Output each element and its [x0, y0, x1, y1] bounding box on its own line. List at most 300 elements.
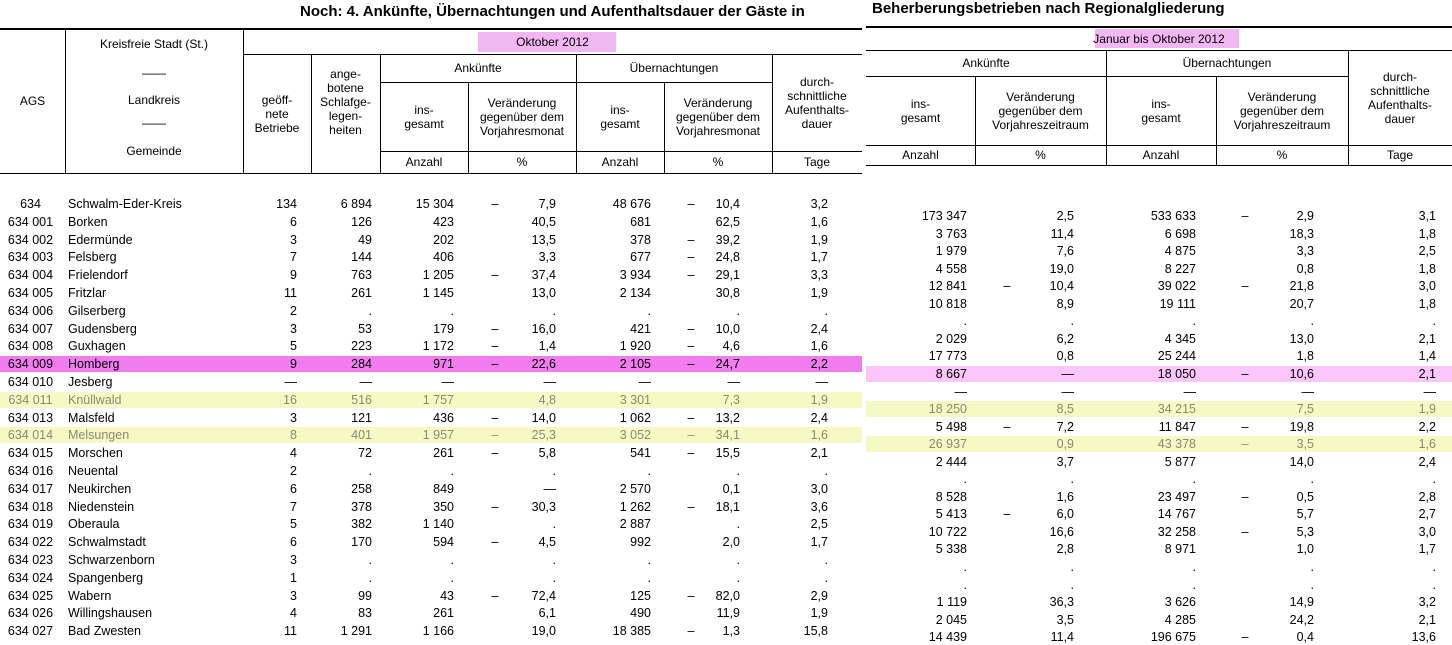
left-cell-ueb_v: 10,4: [715, 197, 740, 211]
left-cell-betriebe: —: [284, 375, 297, 389]
right-cell-ueb_m: –: [1241, 279, 1249, 294]
left-cell-schlaf: 261: [351, 286, 372, 300]
left-cell-ueb_v: 15,5: [715, 446, 740, 461]
left-cell-dauer: 2,1: [810, 446, 828, 461]
right-cell-ank_v: 7,6: [1056, 244, 1074, 259]
left-cell-ueb: 541: [630, 446, 651, 461]
left-cell-ank_m: –: [491, 428, 499, 443]
unit-pct-ueb-left: %: [712, 155, 724, 169]
left-cell-ank_v: 4,5: [538, 535, 556, 550]
left-cell-ueb_v: 82,0: [715, 588, 740, 603]
unit-pct-ank-right: %: [1035, 148, 1046, 162]
left-cell-ank: 202: [433, 232, 454, 247]
left-cell-ank: .: [450, 464, 454, 478]
right-cell-dauer: 2,1: [1418, 612, 1436, 627]
left-cell-ank: 350: [433, 499, 454, 514]
right-cell-ueb_m: –: [1241, 437, 1249, 452]
left-cell-dauer: 1,7: [810, 535, 828, 550]
left-cell-ueb_v: 34,1: [715, 428, 740, 443]
right-cell-ueb_v: 13,0: [1289, 331, 1314, 346]
left-cell-dauer: 1,9: [810, 286, 828, 300]
left-cell-ags: 634: [20, 197, 41, 211]
left-cell-ueb_m: –: [687, 232, 695, 247]
right-cell-ueb_v: 18,3: [1289, 226, 1314, 241]
header-ankuenfte-right: Ankünfte: [962, 56, 1010, 70]
right-cell-ank_v: .: [1070, 560, 1074, 574]
right-cell-ank: 5 413: [935, 507, 967, 522]
left-cell-ags: 634 013: [7, 410, 54, 425]
right-cell-ueb_v: 3,3: [1296, 244, 1314, 259]
left-cell-dauer: 2,2: [810, 357, 828, 372]
right-cell-ank: 8 528: [935, 489, 967, 504]
left-cell-ank_v: .: [552, 570, 556, 585]
left-cell-ank: 1 140: [422, 517, 454, 532]
right-cell-ank_v: 0,9: [1056, 437, 1074, 452]
left-cell-betriebe: 9: [290, 268, 297, 283]
left-cell-dauer: .: [824, 553, 828, 567]
left-cell-ags: 634 022: [7, 535, 54, 550]
left-cell-ueb_v: 4,6: [722, 339, 740, 354]
left-cell-ank_v: —: [543, 375, 556, 389]
right-cell-ueb_v: 21,8: [1289, 279, 1314, 294]
header-betriebe: geöff- nete Betriebe: [254, 92, 300, 135]
right-cell-ueb_v: 14,0: [1289, 454, 1314, 469]
left-cell-betriebe: 6: [290, 481, 297, 496]
right-cell-ueb_v: 7,5: [1296, 402, 1314, 417]
left-cell-ags: 634 016: [7, 464, 54, 478]
left-cell-betriebe: 7: [290, 499, 297, 514]
right-cell-ank_v: .: [1070, 314, 1074, 329]
left-cell-ags: 634 005: [7, 286, 54, 300]
right-cell-ank: —: [954, 384, 967, 399]
left-cell-betriebe: 1: [290, 570, 297, 585]
header-period-right: Januar bis Oktober 2012: [1093, 31, 1225, 46]
left-cell-ueb: 1 062: [619, 410, 651, 425]
left-cell-name: Bad Zwesten: [68, 624, 141, 639]
right-cell-dauer: 3,0: [1418, 279, 1436, 294]
left-cell-ueb: 3 052: [619, 428, 651, 443]
header-ank-veraenderung-left: Veränderung gegenüber dem Vorjahresmonat: [479, 95, 565, 138]
right-cell-dauer: .: [1432, 577, 1436, 592]
right-cell-ank: 3 763: [935, 226, 967, 241]
unit-tage-right: Tage: [1386, 148, 1414, 162]
right-cell-ank_m: –: [1003, 279, 1011, 294]
left-cell-ueb_v: .: [736, 553, 740, 567]
left-cell-ank_v: 37,4: [531, 268, 556, 283]
left-cell-name: Jesberg: [68, 375, 113, 389]
left-cell-name: Felsberg: [68, 250, 117, 265]
left-cell-dauer: 1,7: [810, 250, 828, 265]
left-cell-name: Morschen: [68, 446, 123, 461]
right-cell-ueb: 11 847: [1158, 419, 1196, 434]
right-cell-ueb: 8 227: [1164, 261, 1196, 276]
left-cell-schlaf: 121: [351, 410, 372, 425]
left-cell-ank: 1 166: [422, 624, 454, 639]
left-cell-schlaf: 72: [358, 446, 372, 461]
left-cell-schlaf: 126: [351, 214, 372, 229]
header-uebernachtungen-right: Übernachtungen: [1182, 56, 1272, 70]
left-cell-ank_v: 25,3: [531, 428, 556, 443]
right-cell-ank_v: 6,2: [1056, 331, 1074, 346]
right-cell-dauer: —: [1423, 384, 1436, 399]
left-cell-ank: 1 205: [422, 268, 454, 283]
left-cell-ank_v: .: [552, 553, 556, 567]
right-cell-dauer: 2,2: [1418, 419, 1436, 434]
left-cell-schlaf: 382: [351, 517, 372, 532]
left-cell-betriebe: 2: [290, 303, 297, 318]
left-cell-dauer: 2,4: [810, 321, 828, 336]
right-cell-ank_v: 2,8: [1056, 542, 1074, 557]
header-dauer-right: durch- schnittliche Aufenthalts- dauer: [1367, 69, 1433, 126]
right-cell-ank: .: [963, 472, 967, 487]
right-cell-ank: 2 444: [935, 454, 967, 469]
left-cell-ank: 43: [440, 588, 454, 603]
left-cell-name: Guxhagen: [68, 339, 126, 354]
left-cell-ank: 261: [433, 606, 454, 621]
right-cell-ank: 5 498: [935, 419, 967, 434]
right-cell-ueb_v: 5,3: [1296, 524, 1314, 539]
left-cell-ags: 634 023: [7, 553, 54, 567]
left-cell-name: Borken: [68, 214, 108, 229]
left-cell-ags: 634 007: [7, 321, 54, 336]
unit-anzahl-ueb-right: Anzahl: [1142, 148, 1180, 162]
right-cell-ueb: 39 022: [1157, 279, 1196, 294]
right-cell-ank_v: —: [1061, 366, 1074, 381]
left-cell-betriebe: 4: [290, 446, 297, 461]
right-cell-ueb_m: –: [1241, 524, 1249, 539]
right-cell-ank: 10 722: [928, 524, 967, 539]
left-cell-ueb_m: –: [687, 588, 695, 603]
left-cell-ueb: 18 385: [612, 624, 651, 639]
left-cell-ueb_m: –: [687, 428, 695, 443]
left-cell-ank_v: 13,5: [531, 232, 556, 247]
left-cell-betriebe: 6: [290, 535, 297, 550]
left-cell-ank: 261: [433, 446, 454, 461]
right-cell-ank: 17 773: [928, 349, 967, 364]
left-cell-ueb: 48 676: [612, 197, 651, 211]
left-cell-betriebe: 3: [290, 410, 297, 425]
left-cell-betriebe: 5: [290, 339, 297, 354]
left-cell-betriebe: 11: [284, 624, 297, 639]
right-cell-ueb: 23 497: [1157, 489, 1196, 504]
left-cell-ank: 594: [433, 535, 454, 550]
left-cell-ueb_v: 30,8: [715, 286, 740, 300]
left-cell-ueb: .: [647, 570, 651, 585]
right-cell-dauer: 1,8: [1418, 296, 1436, 311]
header-uebernachtungen-left: Übernachtungen: [629, 61, 719, 75]
left-cell-ueb: .: [647, 464, 651, 478]
right-cell-ueb: .: [1192, 577, 1196, 592]
right-cell-ueb: 14 767: [1157, 507, 1196, 522]
left-cell-ags: 634 004: [7, 268, 54, 283]
left-cell-betriebe: 16: [283, 392, 297, 407]
unit-anzahl-ank-right: Anzahl: [902, 148, 939, 162]
left-cell-name: Edermünde: [68, 232, 133, 247]
right-cell-ank_v: 8,5: [1056, 402, 1074, 417]
left-cell-betriebe: 2: [290, 464, 297, 478]
right-cell-dauer: 2,1: [1418, 331, 1436, 346]
right-cell-ank_v: 1,6: [1056, 489, 1074, 504]
left-cell-ags: 634 009: [7, 357, 54, 372]
left-cell-name: Schwalm-Eder-Kreis: [68, 197, 182, 211]
right-cell-ank_v: 2,5: [1056, 209, 1074, 223]
left-cell-ags: 634 018: [7, 499, 54, 514]
left-cell-ueb: 681: [630, 214, 651, 229]
left-cell-ueb_v: 11,9: [716, 606, 740, 621]
left-cell-dauer: 2,9: [810, 588, 828, 603]
left-cell-name: Malsfeld: [68, 410, 115, 425]
left-cell-dauer: 15,8: [803, 624, 828, 639]
left-cell-ank: 849: [433, 481, 454, 496]
left-cell-schlaf: 378: [351, 499, 372, 514]
left-cell-name: Niedenstein: [68, 499, 135, 514]
left-cell-ank_v: 6,1: [538, 606, 556, 621]
right-cell-ueb_v: 20,7: [1289, 296, 1314, 311]
left-cell-ags: 634 015: [7, 446, 54, 461]
left-cell-name: Frielendorf: [68, 268, 128, 283]
right-cell-ank_v: 16,6: [1049, 524, 1074, 539]
left-cell-ags: 634 002: [7, 232, 54, 247]
left-cell-ank_m: –: [491, 499, 499, 514]
right-cell-ueb_m: –: [1241, 209, 1249, 223]
left-cell-ueb_m: –: [687, 321, 695, 336]
left-cell-ueb_v: 0,1: [722, 481, 740, 496]
left-cell-betriebe: 6: [290, 214, 297, 229]
right-cell-ank: .: [963, 577, 967, 592]
right-cell-dauer: .: [1432, 472, 1436, 487]
right-cell-ueb_v: .: [1310, 472, 1314, 487]
left-cell-ank_v: 3,3: [538, 250, 556, 265]
left-cell-ueb_v: 7,3: [722, 392, 740, 407]
left-cell-betriebe: 5: [290, 517, 297, 532]
left-cell-schlaf: 144: [351, 250, 372, 265]
left-cell-ueb_v: 10,0: [715, 321, 740, 336]
right-cell-ueb_v: 24,2: [1289, 612, 1314, 627]
left-cell-ueb_v: .: [736, 303, 740, 318]
left-cell-ueb: .: [647, 553, 651, 567]
left-cell-ank_v: 22,6: [531, 357, 556, 372]
left-cell-ank_m: –: [491, 268, 499, 283]
right-cell-ank: 8 667: [935, 366, 967, 381]
header-ank-veraenderung-right: Veränderung gegenüber dem Vorjahreszeitraum: [992, 89, 1089, 132]
left-cell-ags: 634 025: [7, 588, 54, 603]
right-cell-dauer: 1,9: [1418, 402, 1436, 417]
right-cell-dauer: 2,4: [1418, 454, 1436, 469]
left-cell-name: Gilserberg: [68, 303, 126, 318]
left-cell-ueb_v: 24,8: [715, 250, 740, 265]
right-cell-dauer: 3,2: [1418, 595, 1436, 610]
right-cell-ank: 4 558: [935, 261, 967, 276]
right-cell-dauer: 2,8: [1418, 489, 1436, 504]
left-cell-dauer: .: [824, 303, 828, 318]
left-cell-schlaf: 516: [351, 392, 372, 407]
left-cell-betriebe: 8: [290, 428, 297, 443]
right-cell-ueb: 4 875: [1164, 244, 1196, 259]
header-ueb-veraenderung-left: Veränderung gegenüber dem Vorjahresmonat: [675, 95, 761, 138]
right-cell-ueb: 3 626: [1164, 595, 1196, 610]
header-ueb-insgesamt-left: ins- gesamt: [600, 102, 640, 131]
unit-anzahl-ueb-left: Anzahl: [601, 155, 639, 169]
left-cell-ueb_m: –: [687, 499, 695, 514]
left-cell-ags: 634 027: [7, 624, 54, 639]
right-cell-dauer: 3,1: [1418, 209, 1436, 223]
header-dauer-left: durch- schnittliche Aufenthalts- dauer: [784, 74, 850, 131]
right-cell-ueb: 25 244: [1157, 349, 1196, 364]
left-cell-name: Spangenberg: [68, 570, 144, 585]
left-cell-ags: 634 024: [7, 570, 54, 585]
right-cell-ank_v: 11,4: [1050, 226, 1074, 241]
left-cell-ank: 1 957: [422, 428, 454, 443]
left-cell-dauer: 1,9: [810, 232, 828, 247]
right-cell-ank: 1 119: [936, 595, 967, 610]
left-cell-ueb_v: .: [736, 464, 740, 478]
right-cell-ank_v: 36,3: [1049, 595, 1074, 610]
left-cell-ueb_v: 2,0: [722, 535, 740, 550]
right-cell-ueb_v: 14,9: [1289, 595, 1314, 610]
left-cell-betriebe: 4: [290, 606, 297, 621]
right-cell-ueb_v: .: [1310, 560, 1314, 574]
right-cell-ank_v: 3,5: [1056, 612, 1074, 627]
left-cell-schlaf: 284: [351, 357, 372, 372]
left-cell-ags: 634 010: [7, 375, 54, 389]
right-cell-ueb: 19 111: [1159, 296, 1196, 311]
left-cell-ank_v: .: [552, 464, 556, 478]
right-cell-dauer: 13,6: [1411, 630, 1436, 645]
right-cell-ank: 14 439: [928, 630, 967, 645]
left-cell-ank_m: –: [491, 321, 499, 336]
right-cell-ueb_m: –: [1241, 366, 1249, 381]
left-cell-ank_m: –: [491, 197, 499, 211]
right-cell-dauer: 1,8: [1418, 226, 1436, 241]
left-cell-ags: 634 017: [7, 481, 54, 496]
left-cell-ueb: 3 301: [619, 392, 651, 407]
header-ankuenfte-left: Ankünfte: [454, 61, 502, 75]
left-cell-ags: 634 003: [7, 250, 54, 265]
left-cell-schlaf: 170: [351, 535, 372, 550]
left-cell-betriebe: 7: [290, 250, 297, 265]
left-cell-ueb_m: –: [687, 339, 695, 354]
left-cell-ank_v: 1,4: [538, 339, 556, 354]
unit-anzahl-ank-left: Anzahl: [405, 155, 443, 169]
right-cell-ank_v: .: [1070, 577, 1074, 592]
page-title-right: Beherberungsbetrieben nach Regionalgliederung: [872, 0, 1225, 17]
left-cell-schlaf: .: [368, 570, 372, 585]
left-cell-betriebe: 3: [290, 232, 297, 247]
left-cell-ueb: .: [647, 303, 651, 318]
right-cell-ueb_v: 1,0: [1296, 542, 1314, 557]
header-schlafgelegenheiten: ange- botene Schlafge- legen- heiten: [320, 66, 371, 137]
right-cell-ueb: .: [1192, 560, 1196, 574]
left-cell-ueb: 2 887: [619, 517, 651, 532]
left-cell-dauer: 3,2: [810, 197, 828, 211]
right-cell-ueb_v: .: [1310, 314, 1314, 329]
left-cell-ank_m: –: [491, 535, 499, 550]
left-cell-ueb_m: –: [687, 624, 695, 639]
left-cell-schlaf: 53: [358, 321, 372, 336]
header-period-left: Oktober 2012: [516, 35, 589, 49]
left-cell-dauer: 1,6: [810, 339, 828, 354]
left-cell-ueb: —: [638, 375, 651, 389]
left-cell-ueb: 125: [630, 588, 651, 603]
unit-tage-left: Tage: [803, 155, 831, 169]
left-cell-ank_v: 13,0: [531, 286, 556, 300]
left-cell-ueb: 2 134: [619, 286, 651, 300]
header-region-l1: Kreisfreie Stadt (St.): [99, 37, 209, 51]
right-cell-ank_v: 19,0: [1049, 261, 1074, 276]
right-cell-dauer: 2,7: [1418, 507, 1436, 522]
right-cell-ueb: .: [1192, 314, 1196, 329]
header-ueb-veraenderung-right: Veränderung gegenüber dem Vorjahreszeitraum: [1233, 89, 1331, 132]
right-cell-ueb_v: 2,9: [1296, 209, 1314, 223]
left-cell-ueb_v: 13,2: [715, 410, 740, 425]
left-cell-betriebe: 3: [290, 553, 297, 567]
left-cell-ueb_m: –: [687, 357, 695, 372]
right-cell-dauer: 3,0: [1418, 524, 1436, 539]
left-cell-ank_m: –: [491, 446, 499, 461]
left-cell-dauer: 1,9: [810, 392, 828, 407]
right-cell-ank_v: 7,2: [1056, 419, 1074, 434]
left-cell-ags: 634 006: [7, 303, 54, 318]
left-cell-schlaf: 49: [358, 232, 372, 247]
left-cell-name: Schwarzenborn: [68, 553, 155, 567]
left-cell-ueb_v: 39,2: [715, 232, 740, 247]
left-cell-name: Knüllwald: [68, 392, 122, 407]
right-cell-dauer: 1,6: [1418, 437, 1436, 452]
right-cell-ueb_v: 0,8: [1296, 261, 1314, 276]
right-cell-ank_v: —: [1061, 384, 1074, 399]
left-cell-ank_m: –: [491, 410, 499, 425]
left-cell-dauer: .: [824, 570, 828, 585]
right-cell-dauer: 2,5: [1418, 244, 1436, 259]
right-cell-ank_v: 8,9: [1056, 296, 1074, 311]
left-cell-schlaf: 6 894: [340, 197, 372, 211]
right-cell-ank_v: 6,0: [1056, 507, 1074, 522]
right-cell-ank_v: 11,4: [1050, 630, 1074, 645]
left-cell-name: Willingshausen: [68, 606, 153, 621]
left-cell-betriebe: 3: [290, 321, 297, 336]
left-cell-ank: 436: [433, 410, 454, 425]
left-cell-ueb_v: 29,1: [715, 268, 740, 283]
right-cell-ank_v: 10,4: [1049, 279, 1074, 294]
left-cell-ank: .: [450, 303, 454, 318]
right-cell-ueb_m: –: [1241, 419, 1249, 434]
right-cell-ank_v: 0,8: [1056, 349, 1074, 364]
right-cell-ueb_v: 0,4: [1296, 630, 1314, 645]
left-cell-name: Neuental: [68, 464, 119, 478]
right-cell-ank: 12 841: [928, 279, 967, 294]
left-cell-dauer: 2,5: [810, 517, 828, 532]
right-cell-ueb_v: 1,8: [1296, 349, 1314, 364]
right-cell-ueb: 4 285: [1164, 612, 1196, 627]
left-cell-ueb: 992: [630, 535, 651, 550]
left-cell-ags: 634 008: [7, 339, 54, 354]
left-cell-dauer: 1,6: [810, 428, 828, 443]
right-cell-dauer: 1,8: [1418, 261, 1436, 276]
left-cell-dauer: 3,0: [810, 481, 828, 496]
left-cell-name: Homberg: [68, 357, 120, 372]
right-cell-ueb_v: 19,8: [1289, 419, 1314, 434]
right-cell-ueb: 4 345: [1164, 331, 1196, 346]
left-cell-betriebe: 3: [290, 588, 297, 603]
right-cell-ueb: 18 050: [1157, 366, 1196, 381]
left-cell-ank_m: –: [491, 588, 499, 603]
left-cell-name: Oberaula: [68, 517, 120, 532]
left-cell-betriebe: 11: [284, 286, 297, 300]
right-cell-ueb_v: 10,6: [1289, 366, 1314, 381]
right-cell-ank: 2 029: [935, 331, 967, 346]
left-cell-name: Neukirchen: [68, 481, 132, 496]
left-cell-schlaf: 1 291: [340, 624, 372, 639]
